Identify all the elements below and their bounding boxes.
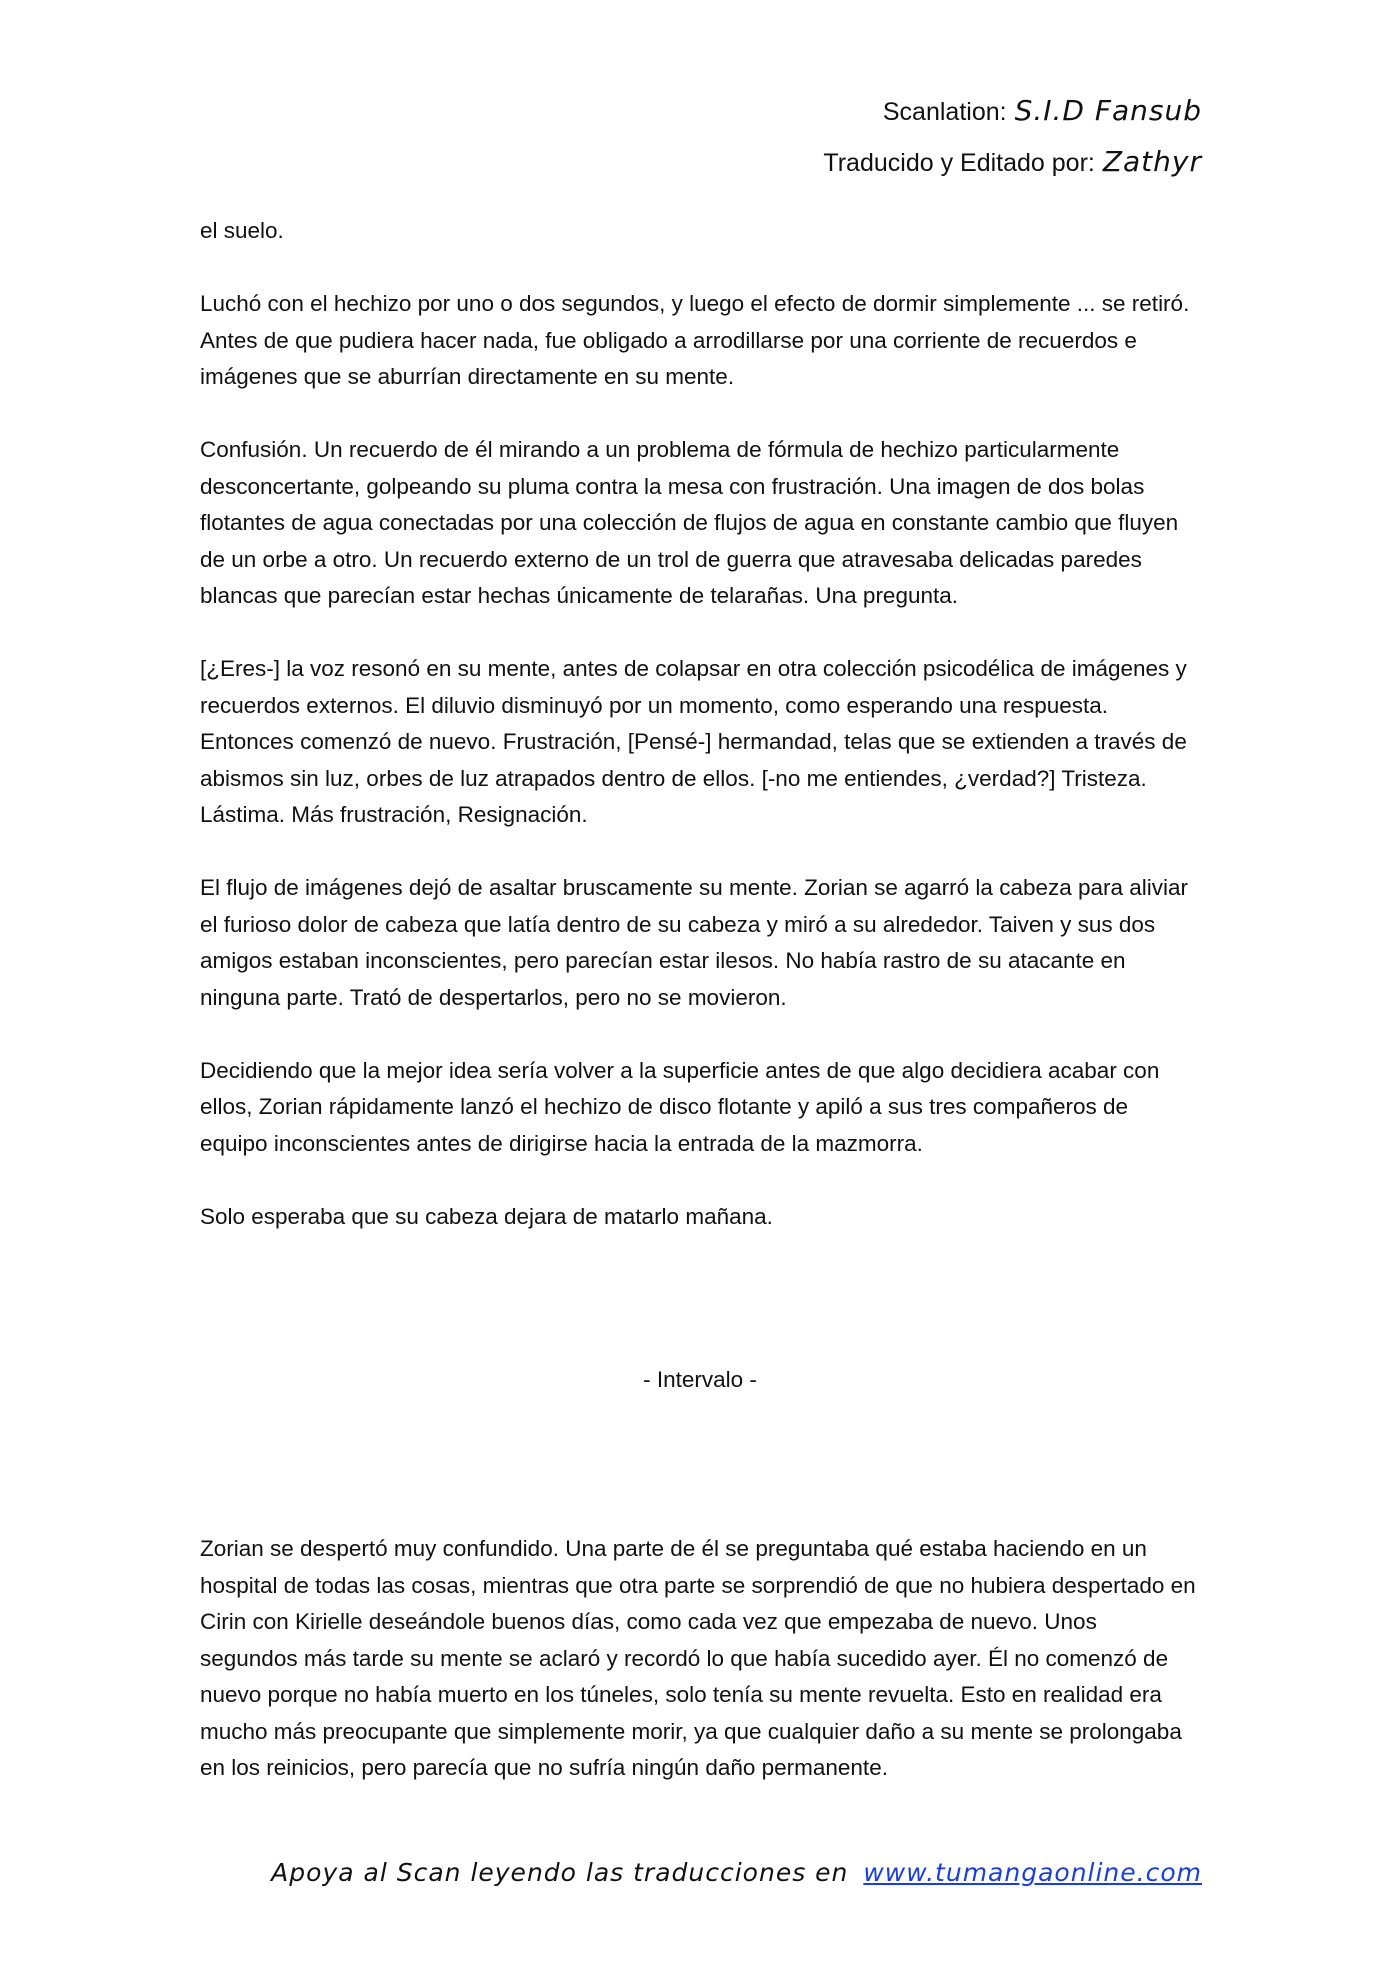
paragraph: [¿Eres-] la voz resonó en su mente, antes de colapsar en otra colección psicodélica de imágenes y recuerdos externos. El diluvio disminuyó por un momento, como esperando una respuesta. Entonces comenzó de nuevo. Frustración, [Pensé-] hermandad, telas que se extienden a través de abismos sin luz, orbes de luz atrapados dentro de ellos. [-no me entiendes, ¿verdad?] Tristeza. Lástima. Más frustración, Resignación. [200,656,1187,827]
footer-promo [271,1858,1202,1887]
paragraph: Decidiendo que la mejor idea sería volver a la superficie antes de que algo decidiera acabar con ellos, Zorian rápidamente lanzó el hechizo de disco flotante y apiló a sus tres compañeros de equipo inconscientes antes de dirigirse hacia la entrada de la mazmorra. [200,1057,1160,1156]
chapter-text-continued [200,1531,1200,1787]
scanlation-group-name: S.I.D Fansub [1014,94,1202,127]
paragraph: el suelo. [200,218,284,243]
chapter-text [200,213,1200,1272]
translator-credit [823,137,1202,188]
paragraph: Solo esperaba que su cabeza dejara de matarlo mañana. [200,1203,773,1229]
paragraph: Luchó con el hechizo por uno o dos segundos, y luego el efecto de dormir simplemente ... se retiró. Antes de que pudiera hacer nada, fue obligado a arrodillarse por una corriente de recuerdos e imágenes que se aburrían directamente en su mente. [200,291,1190,389]
scanlation-credit [823,86,1202,137]
credits-header [823,86,1202,188]
footer-text: Apoya al Scan leyendo las traducciones en [271,1858,849,1887]
footer-link[interactable]: www.tumangaonline.com [863,1858,1202,1887]
section-break: - Intervalo - [643,1367,757,1392]
paragraph: Confusión. Un recuerdo de él mirando a un problema de fórmula de hechizo particularmente desconcertante, golpeando su pluma contra la mesa con frustración. Una imagen de dos bolas flotantes de agua conectadas por una colección de flujos de agua en constante cambio que fluyen de un orbe a otro. Un recuerdo externo de un trol de guerra que atravesaba delicadas paredes blancas que parecían estar hechas únicamente de telarañas. Una pregunta. [200,437,1179,608]
translator-label: Traducido y Editado por: [823,149,1095,177]
paragraph: Zorian se despertó muy confundido. Una parte de él se preguntaba qué estaba haciendo en un hospital de todas las cosas, mientras que otra parte se sorprendió de que no hubiera despertado en Cirin con Kirielle deseándole buenos días, como cada vez que empezaba de nuevo. Unos segundos más tarde su mente se aclaró y recordó lo que había sucedido ayer. Él no comenzó de nuevo porque no había muerto en los túneles, solo tenía su mente revuelta. Esto en realidad era mucho más preocupante que simplemente morir, ya que cualquier daño a su mente se prolongaba en los reinicios, pero parecía que no sufría ningún daño permanente. [200,1536,1196,1780]
translator-name: Zathyr [1102,145,1202,178]
paragraph: El flujo de imágenes dejó de asaltar bruscamente su mente. Zorian se agarró la cabeza para aliviar el furioso dolor de cabeza que latía dentro de su cabeza y miró a su alrededor. Taiven y sus dos amigos estaban inconscientes, pero parecían estar ilesos. No había rastro de su atacante en ninguna parte. Trató de despertarlos, pero no se movieron. [200,875,1189,1010]
scanlation-label: Scanlation: [882,98,1007,126]
